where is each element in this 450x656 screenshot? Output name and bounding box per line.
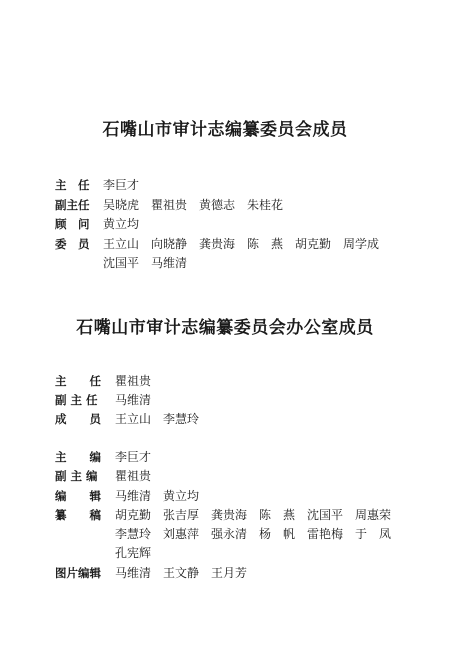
names-text: 李巨才 — [115, 450, 152, 464]
role-label: 副主任 — [55, 198, 90, 212]
committee-title: 石嘴山市审计志编纂委员会成员 — [102, 120, 348, 140]
role-label: 纂 稿 — [55, 508, 101, 522]
names-text: 黄立均 — [103, 217, 140, 231]
names-text: 马维清 — [115, 393, 152, 407]
names-text: 马维清 黄立均 — [115, 489, 200, 503]
names-text: 李巨才 — [103, 178, 140, 192]
names-text: 马维清 王文静 王月芳 — [115, 566, 248, 580]
role-label: 顾 问 — [55, 217, 90, 231]
role-label: 主 任 — [55, 374, 101, 388]
names-text: 胡克勤 张吉厚 龚贵海 陈 燕 沈国平 周惠荣 — [115, 508, 392, 522]
role-label: 主 编 — [55, 450, 101, 464]
role-label: 图片编辑 — [55, 566, 101, 580]
role-label: 主 任 — [55, 178, 90, 192]
role-label: 编 辑 — [55, 489, 101, 503]
names-text: 瞿祖贵 — [115, 469, 152, 483]
names-text: 王立山 向晓静 龚贵海 陈 燕 胡克勤 周学成 — [103, 237, 380, 251]
names-text: 瞿祖贵 — [115, 374, 152, 388]
names-text: 王立山 李慧玲 — [115, 412, 200, 426]
names-text: 吴晓虎 瞿祖贵 黄德志 朱桂花 — [103, 198, 284, 212]
names-text: 李慧玲 刘惠萍 强永清 杨 帆 雷艳梅 于 凤 — [115, 527, 392, 541]
names-text: 沈国平 马维清 — [103, 256, 188, 270]
office-title: 石嘴山市审计志编纂委员会办公室成员 — [76, 318, 374, 338]
names-text: 孔宪辉 — [115, 546, 152, 560]
role-label: 成 员 — [55, 412, 101, 426]
role-label: 副 主 编 — [55, 469, 98, 483]
role-label: 委 员 — [55, 237, 90, 251]
role-label: 副 主 任 — [55, 393, 98, 407]
